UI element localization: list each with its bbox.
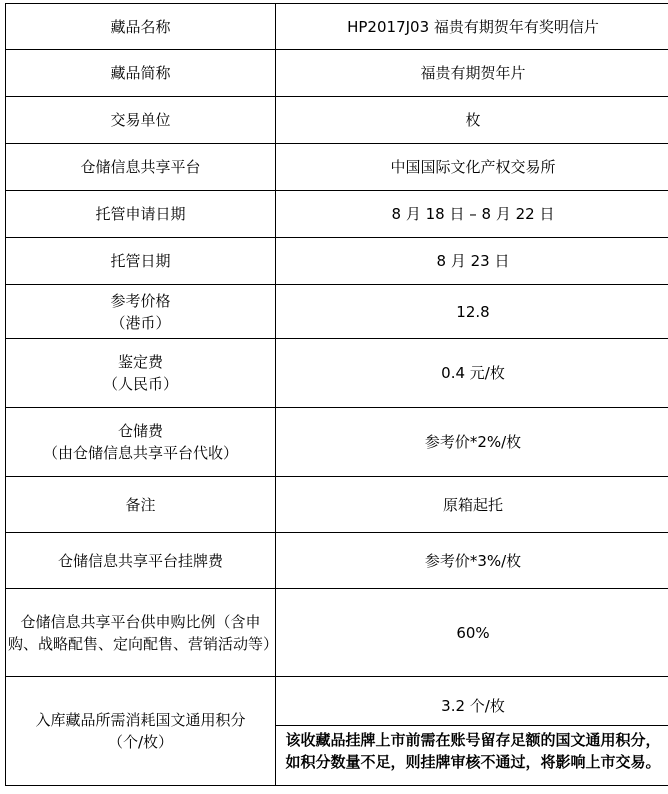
row-label: 仓储信息共享平台 bbox=[6, 144, 276, 191]
row-label bbox=[6, 339, 276, 408]
row-label: 托管日期 bbox=[6, 238, 276, 285]
row-label-main: 仓储费 bbox=[117, 422, 163, 440]
row-label-sub: （个/枚） bbox=[107, 733, 174, 751]
table-row bbox=[6, 339, 668, 408]
row-value: 12.8 bbox=[276, 285, 668, 339]
collection-info-table bbox=[5, 3, 668, 786]
row-label: 仓储信息共享平台供申购比例（含申购、战略配售、定向配售、营销活动等） bbox=[6, 589, 276, 677]
table-row bbox=[6, 477, 668, 533]
row-label: 藏品简称 bbox=[6, 50, 276, 97]
table-row bbox=[6, 50, 668, 97]
row-label bbox=[6, 408, 276, 477]
listing-warning-note: 该收藏品挂牌上市前需在账号留存足额的国文通用积分，如积分数量不足，则挂牌审核不通过，将影响上市交易。 bbox=[276, 725, 668, 776]
table-row bbox=[6, 408, 668, 477]
row-value: 0.4 元/枚 bbox=[276, 339, 668, 408]
row-value: 福贵有期贺年片 bbox=[276, 50, 668, 97]
row-label: 仓储信息共享平台挂牌费 bbox=[6, 533, 276, 589]
row-value: 8 月 18 日 – 8 月 22 日 bbox=[276, 191, 668, 238]
row-label bbox=[6, 677, 276, 786]
table-row bbox=[6, 533, 668, 589]
table-row bbox=[6, 191, 668, 238]
table-row bbox=[6, 677, 668, 786]
table-row bbox=[6, 144, 668, 191]
row-label-sub: （由仓储信息共享平台代收） bbox=[42, 444, 238, 462]
table-row bbox=[6, 4, 668, 50]
row-value: 参考价*2%/枚 bbox=[276, 408, 668, 477]
row-value-main: 3.2 个/枚 bbox=[441, 696, 505, 715]
row-label: 托管申请日期 bbox=[6, 191, 276, 238]
row-value: HP2017J03 福贵有期贺年有奖明信片 bbox=[276, 4, 668, 50]
row-value: 60% bbox=[276, 589, 668, 677]
table-row bbox=[6, 285, 668, 339]
row-label-main: 鉴定费 bbox=[117, 353, 163, 371]
row-label: 藏品名称 bbox=[6, 4, 276, 50]
row-label-sub: （港币） bbox=[110, 313, 171, 332]
row-label-main: 入库藏品所需消耗国文通用积分 bbox=[35, 711, 246, 729]
row-value: 8 月 23 日 bbox=[276, 238, 668, 285]
table-row bbox=[6, 238, 668, 285]
row-value: 参考价*3%/枚 bbox=[276, 533, 668, 589]
row-label bbox=[6, 285, 276, 339]
row-label-sub: （人民币） bbox=[102, 375, 178, 393]
row-value: 枚 bbox=[276, 97, 668, 144]
table-row bbox=[6, 589, 668, 677]
row-label-main: 参考价格 bbox=[110, 291, 171, 310]
table-row bbox=[6, 97, 668, 144]
row-value: 中国国际文化产权交易所 bbox=[276, 144, 668, 191]
row-value bbox=[276, 677, 668, 786]
row-value: 原箱起托 bbox=[276, 477, 668, 533]
row-label: 备注 bbox=[6, 477, 276, 533]
row-label: 交易单位 bbox=[6, 97, 276, 144]
